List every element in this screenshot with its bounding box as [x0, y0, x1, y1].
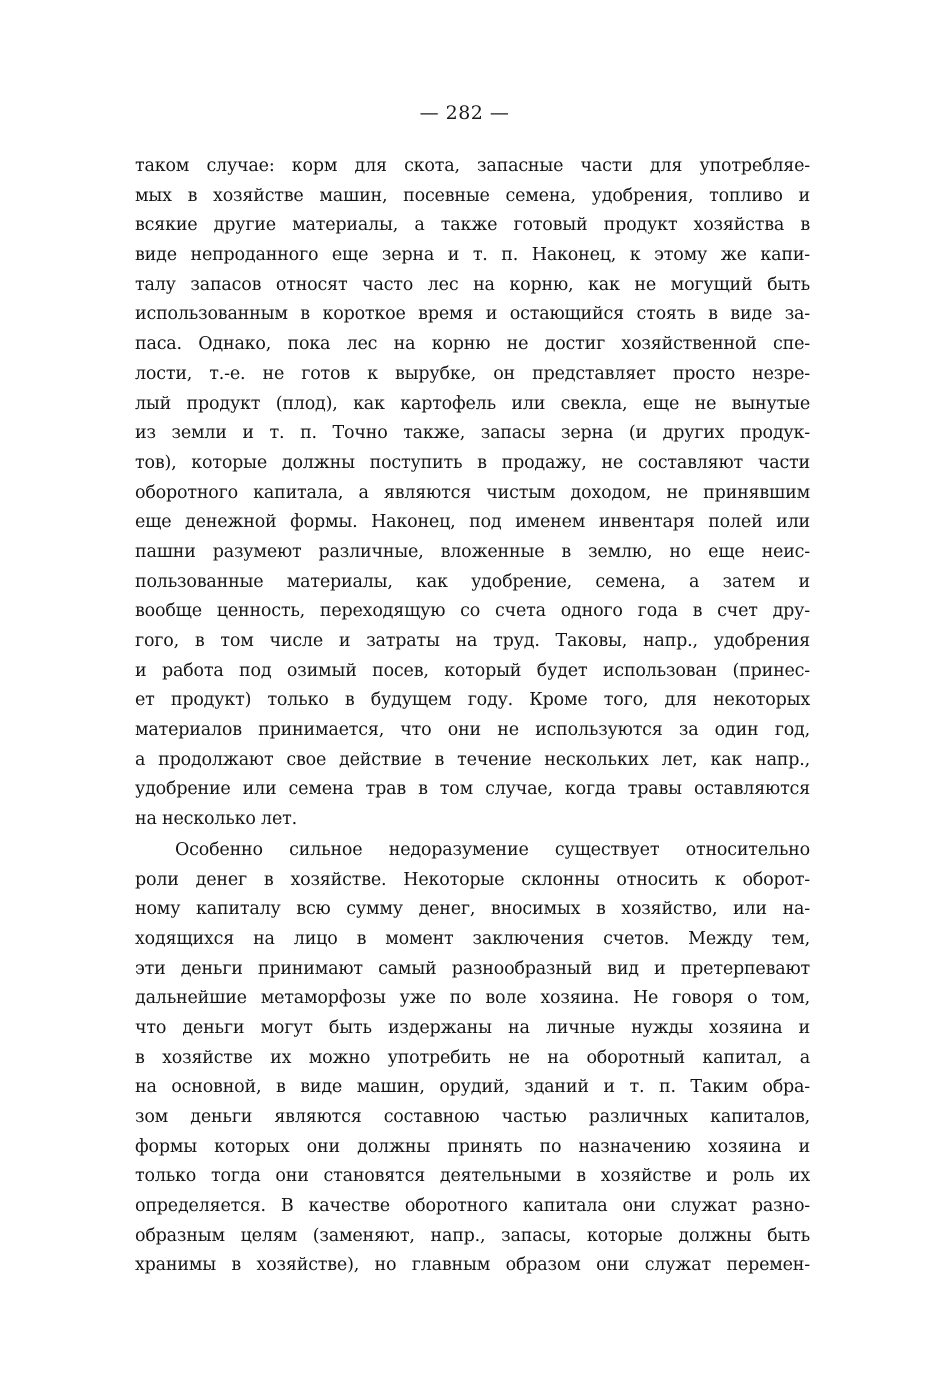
text-line: что деньги могут быть издержаны на личные нужды хозяина и — [135, 1017, 810, 1038]
text-line: пользованные материалы, как удобрение, семена, а затем и — [135, 571, 810, 592]
paragraph-2 — [135, 836, 810, 1281]
text-line: Особенно сильное недоразумение существует относительно — [175, 839, 810, 860]
text-line: вообще ценность, переходящую со счета одного года в счет дру- — [135, 601, 810, 622]
text-line: и работа под озимый посев, который будет использован (принес- — [135, 660, 810, 681]
body-text — [135, 152, 810, 1281]
text-line: лый продукт (плод), как картофель или свекла, еще не вынутые — [135, 393, 810, 414]
text-line: лости, т.-е. не готов к вырубке, он представляет просто незре- — [135, 363, 810, 384]
text-line: формы которых они должны принять по назначению хозяина и — [135, 1136, 810, 1157]
text-line: ходящихся на лицо в момент заключения счетов. Между тем, — [135, 928, 810, 949]
text-line: таком случае: корм для скота, запасные части для употребляе- — [135, 156, 810, 176]
page-number: — 282 — — [419, 102, 510, 124]
text-line: эти деньги принимают самый разнообразный вид и претерпевают — [135, 958, 810, 979]
text-line: ному капиталу всю сумму денег, вносимых в хозяйство, или на- — [135, 899, 810, 920]
text-line: только тогда они становятся деятельными в хозяйстве и роль их — [135, 1166, 810, 1187]
text-line: из земли и т. п. Точно также, запасы зерна (и других продук- — [135, 423, 810, 444]
text-line: мых в хозяйстве машин, посевные семена, удобрения, топливо и — [135, 185, 810, 206]
text-line: образным целям (заменяют, напр., запасы, которые должны быть — [135, 1225, 810, 1246]
text-line: талу запасов относят часто лес на корню, как не могущий быть — [135, 274, 810, 295]
text-line: виде непроданного еще зерна и т. п. Наконец, к этому же капи- — [135, 245, 810, 266]
text-line: а продолжают свое действие в течение нескольких лет, как напр., — [135, 749, 810, 770]
text-line: зом деньги являются составною частью различных капиталов, — [135, 1107, 810, 1127]
text-line: материалов принимается, что они не используются за один год, — [135, 720, 810, 741]
text-line: удобрение или семена трав в том случае, когда травы оставляются — [135, 779, 810, 800]
text-line: пашни разумеют различные, вложенные в землю, но еще неис- — [135, 541, 810, 562]
text-line: еще денежной формы. Наконец, под именем инвентаря полей или — [135, 512, 810, 533]
text-line: использованным в короткое время и остающийся стоять в виде за- — [135, 304, 810, 325]
text-line: всякие другие материалы, а также готовый продукт хозяйства в — [135, 215, 810, 236]
text-line: определяется. В качестве оборотного капитала они служат разно- — [135, 1196, 810, 1217]
text-line: на несколько лет. — [135, 809, 297, 830]
text-line: тов), которые должны поступить в продажу, не составляют части — [135, 452, 810, 473]
text-line: оборотного капитала, а являются чистым доходом, не принявшим — [135, 482, 810, 503]
paragraph-1 — [135, 152, 810, 835]
text-line: на основной, в виде машин, орудий, зданий и т. п. Таким обра- — [135, 1077, 810, 1098]
text-line: гого, в том числе и затраты на труд. Таковы, напр., удобрения — [135, 631, 810, 651]
text-line: паса. Однако, пока лес на корню не достиг хозяйственной спе- — [135, 334, 810, 355]
text-line: в хозяйстве их можно употребить не на оборотный капитал, а — [135, 1047, 810, 1068]
text-line: ет продукт) только в будущем году. Кроме того, для некоторых — [135, 690, 810, 711]
text-line: хранимы в хозяйстве), но главным образом они служат перемен- — [135, 1255, 810, 1276]
text-line: дальнейшие метаморфозы уже по воле хозяина. Не говоря о том, — [135, 988, 810, 1009]
text-line: роли денег в хозяйстве. Некоторые склонны относить к оборот- — [135, 869, 810, 890]
